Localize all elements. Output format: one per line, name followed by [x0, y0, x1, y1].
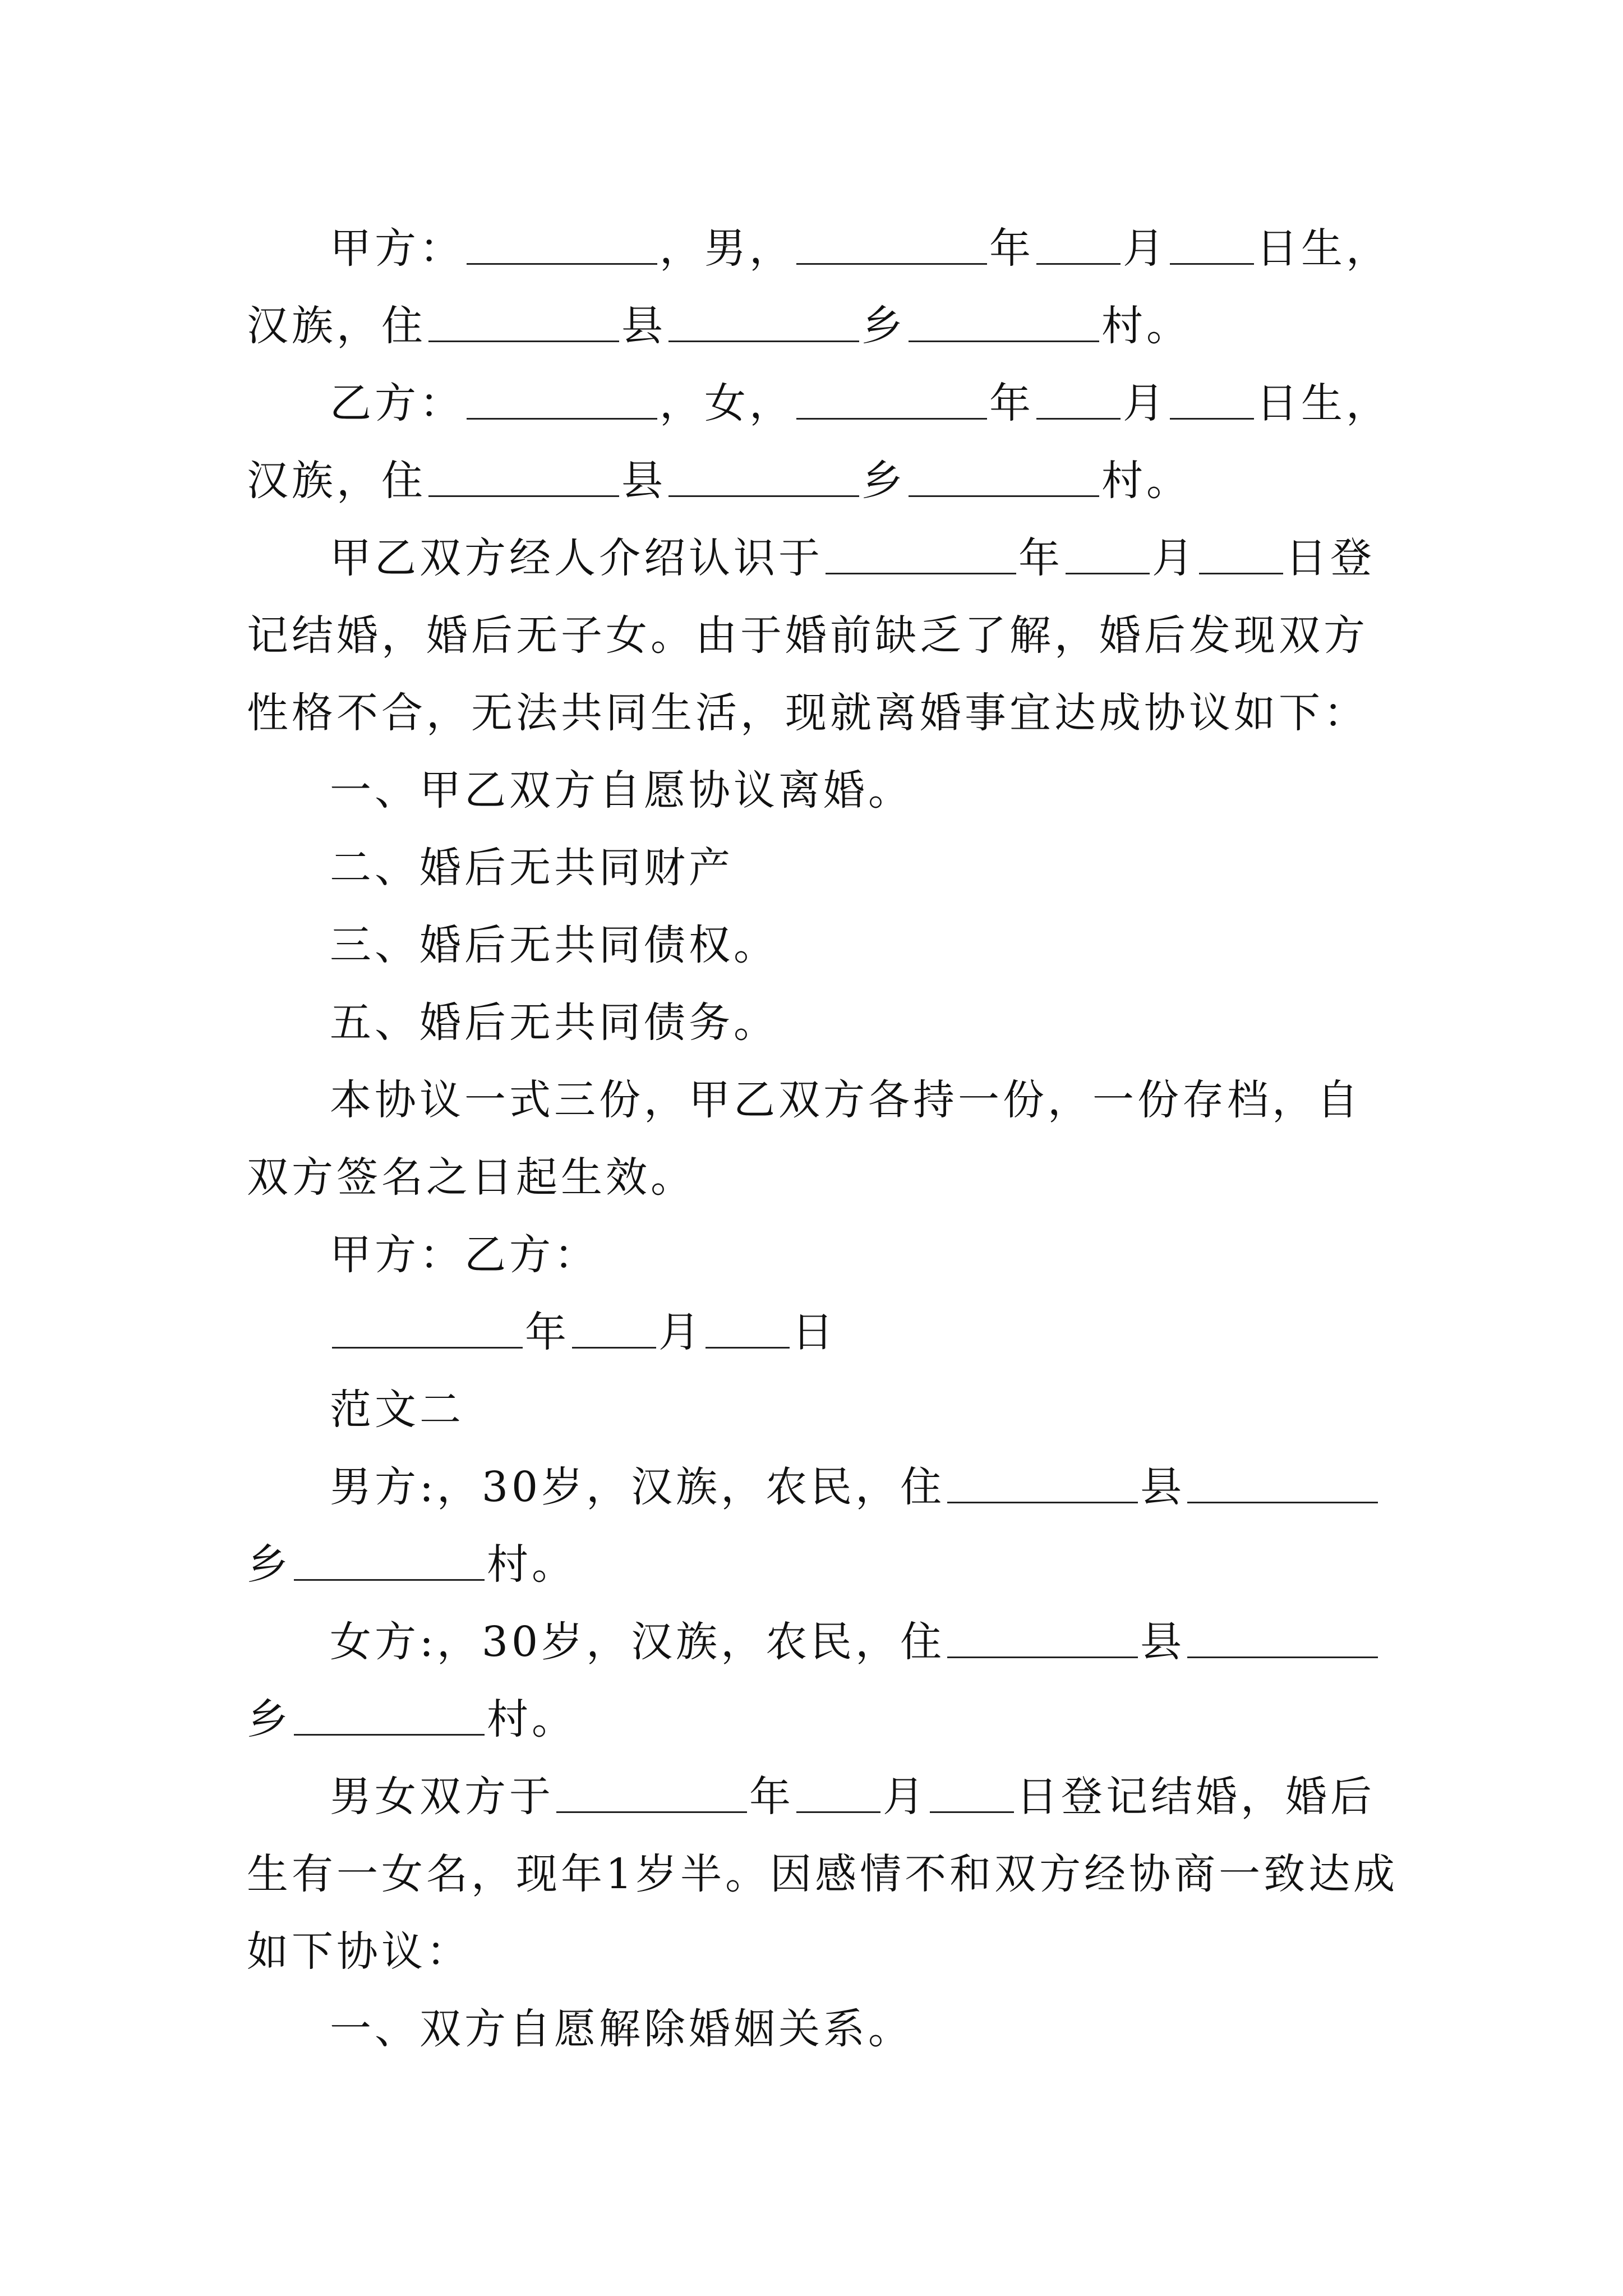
month-blank: [572, 1312, 656, 1349]
county-label: 县: [1140, 1463, 1186, 1511]
town-label: 乡: [861, 457, 906, 505]
village-blank: [294, 1544, 485, 1581]
county-blank: [428, 461, 619, 497]
intro-pre: 甲乙双方经人介绍认识于: [330, 534, 823, 582]
man-paragraph: [247, 1448, 1402, 1603]
party-b-gender: ，女，: [660, 379, 794, 427]
copies-paragraph: 本协议一式三份，甲乙双方各持一份，一份存档，自双方签名之日起生效。: [247, 1076, 1362, 1202]
village-label: 村。: [1101, 302, 1191, 350]
village-label: 村。: [1101, 457, 1191, 505]
party-a-ethnic: 汉族，住: [247, 302, 426, 350]
section2-title: 范文二: [330, 1386, 464, 1434]
village-blank: [909, 306, 1099, 342]
man-text: 男方:，30岁，汉族，农民，住: [330, 1463, 946, 1511]
woman-paragraph: [247, 1603, 1402, 1758]
county-blank: [428, 306, 619, 342]
month-label: 月: [883, 1773, 928, 1821]
year-blank: [556, 1777, 747, 1813]
day-label: 日: [792, 1308, 837, 1356]
agreement-item-2: 二、婚后无共同财产: [330, 844, 734, 892]
village-label: 村。: [487, 1695, 577, 1743]
town-blank: [668, 461, 859, 497]
day-label: 日生，: [1256, 224, 1391, 273]
village-blank: [909, 461, 1099, 497]
name-blank: [467, 383, 657, 420]
county-label: 县: [1140, 1618, 1186, 1666]
year-label: 年: [1018, 534, 1063, 582]
party-b-paragraph: [247, 365, 1402, 519]
day-blank: [1199, 538, 1283, 574]
month-blank: [1066, 538, 1150, 574]
agreement2-item-1: 一、双方自愿解除婚姻关系。: [330, 2005, 913, 2053]
day-blank: [706, 1312, 790, 1349]
town-label: 乡: [247, 1540, 292, 1589]
day-blank: [1170, 383, 1254, 420]
month-label: 月: [1123, 379, 1168, 427]
sign-date-line: [247, 1294, 1402, 1371]
village-blank: [294, 1699, 485, 1736]
party-a-gender: ，男，: [660, 224, 794, 273]
agreement-item-5: 五、婚后无共同债务。: [330, 999, 778, 1047]
month-label: 月: [658, 1308, 703, 1356]
village-label: 村。: [487, 1540, 577, 1589]
party-a-paragraph: [247, 210, 1402, 365]
name-blank: [467, 228, 657, 265]
year-label: 年: [989, 379, 1034, 427]
day-blank: [930, 1777, 1014, 1813]
county-label: 县: [621, 457, 666, 505]
party-a-label: 甲方：: [330, 224, 464, 273]
town-label: 乡: [247, 1695, 292, 1743]
county-blank: [947, 1467, 1138, 1503]
year-blank: [826, 538, 1016, 574]
document-body: [247, 210, 1402, 2068]
town-blank: [1187, 1622, 1378, 1658]
month-label: 月: [1123, 224, 1168, 273]
party-b-label: 乙方：: [330, 379, 464, 427]
town-label: 乡: [861, 302, 906, 350]
marriage2-post: 日登记结婚，婚后生有一女名，现年1岁半。因感情不和双方经协商一致达成如下协议：: [247, 1773, 1399, 1976]
agreement-item-1: 一、甲乙双方自愿协议离婚。: [330, 766, 913, 815]
marriage2-pre: 男女双方于: [330, 1773, 554, 1821]
town-blank: [668, 306, 859, 342]
month-blank: [1036, 383, 1121, 420]
county-label: 县: [621, 302, 666, 350]
month-blank: [1036, 228, 1121, 265]
year-blank: [332, 1312, 523, 1349]
day-label: 日生，: [1256, 379, 1391, 427]
woman-text: 女方:，30岁，汉族，农民，住: [330, 1618, 946, 1666]
marriage2-paragraph: [247, 1758, 1402, 1990]
year-label: 年: [749, 1773, 794, 1821]
year-blank: [796, 228, 987, 265]
agreement-item-3: 三、婚后无共同债权。: [330, 921, 778, 969]
signature-line: 甲方：乙方：: [330, 1231, 599, 1279]
party-b-ethnic: 汉族，住: [247, 457, 426, 505]
month-blank: [796, 1777, 880, 1813]
intro-paragraph: [247, 519, 1402, 752]
year-blank: [796, 383, 987, 420]
month-label: 月: [1152, 534, 1197, 582]
day-blank: [1170, 228, 1254, 265]
year-label: 年: [989, 224, 1034, 273]
intro-post: 日登记结婚，婚后无子女。由于婚前缺乏了解，婚后发现双方性格不合，无法共同生活，现就离婚事宜达成协议如下：: [247, 534, 1375, 737]
town-blank: [1187, 1467, 1378, 1503]
year-label: 年: [525, 1308, 570, 1356]
county-blank: [947, 1622, 1138, 1658]
